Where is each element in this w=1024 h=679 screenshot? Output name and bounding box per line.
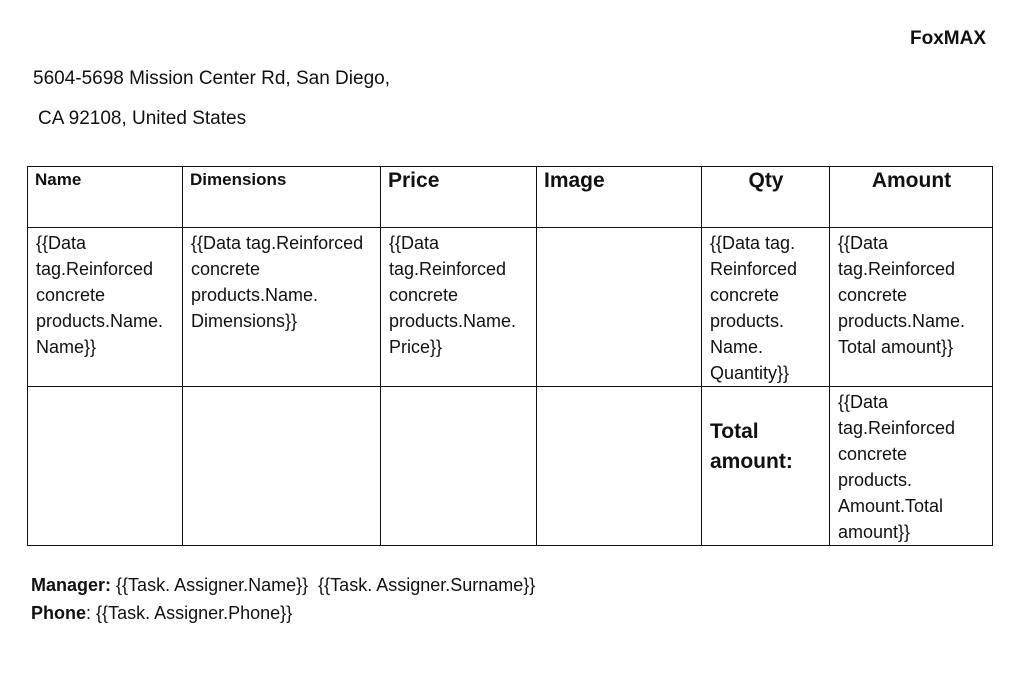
phone-separator: : (86, 603, 92, 623)
address-line-2: CA 92108, United States (38, 108, 247, 129)
manager-surname: {{Task. Assigner.Surname}} (318, 575, 536, 595)
phone-line (31, 603, 292, 624)
total-empty-cell (537, 387, 702, 546)
cell-dimensions: {{Data tag.Reinforced concrete products.Name. Dimensions}} (183, 228, 381, 387)
header-qty: Qty (702, 167, 830, 228)
phone-label: Phone (31, 603, 87, 623)
manager-label: Manager: (31, 575, 112, 595)
total-amount-label: Total amount: (710, 420, 793, 473)
address-line-1: 5604-5698 Mission Center Rd, San Diego, (33, 68, 390, 89)
header-image: Image (537, 167, 702, 228)
table-row (28, 228, 993, 387)
header-name: Name (28, 167, 183, 228)
total-empty-cell (381, 387, 537, 546)
total-amount-value: {{Data tag.Reinforced concrete products. Amount.Total amount}} (838, 392, 956, 542)
cell-name: {{Data tag.Reinforced concrete products.Name. Name}} (28, 228, 183, 387)
header-amount: Amount (830, 167, 993, 228)
company-brand: FoxMAX (910, 28, 986, 49)
total-label-cell (702, 387, 830, 546)
cell-image (537, 228, 702, 387)
products-table (27, 166, 992, 546)
total-value-cell (830, 387, 993, 546)
cell-qty: {{Data tag. Reinforced concrete products. Name. Quantity}} (702, 228, 830, 387)
phone-value: {{Task. Assigner.Phone}} (96, 603, 293, 623)
total-row (28, 387, 993, 546)
manager-line (31, 575, 535, 596)
total-empty-cell (28, 387, 183, 546)
cell-price: {{Data tag.Reinforced concrete products.Name. Price}} (381, 228, 537, 387)
table-header-row (28, 167, 993, 228)
manager-name: {{Task. Assigner.Name}} (116, 575, 309, 595)
cell-amount: {{Data tag.Reinforced concrete products.Name. Total amount}} (830, 228, 993, 387)
total-empty-cell (183, 387, 381, 546)
header-dimensions: Dimensions (183, 167, 381, 228)
header-price: Price (381, 167, 537, 228)
